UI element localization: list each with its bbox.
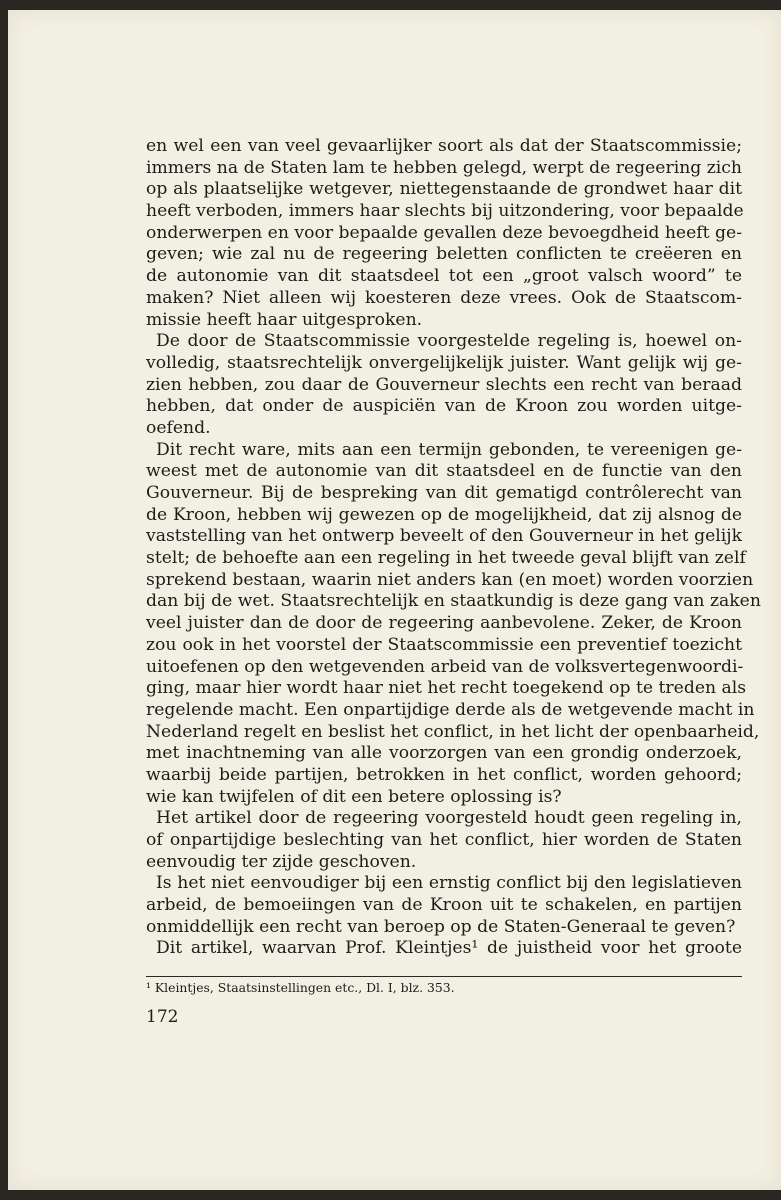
text-line: sprekend bestaan, waarin niet anders kan (en moet) worden voorzien	[146, 569, 754, 590]
text-line: ging, maar hier wordt haar niet het recht toegekend op te treden als	[146, 678, 747, 699]
footnote-divider	[146, 976, 742, 977]
text-line: vaststelling van het ontwerp beveelt of den Gouverneur in het gelijk	[146, 526, 742, 547]
text-line: hebben, dat onder de auspiciën van de Kroon zou worden uitge-	[146, 396, 742, 417]
text-line: en wel een van veel gevaarlijker soort als dat der Staatscommissie;	[146, 136, 742, 156]
paragraph	[146, 808, 742, 873]
text-line: onmiddellijk een recht van beroep op de Staten-Generaal te geven?	[146, 916, 736, 937]
text-line: waarbij beide partijen, betrokken in het conflict, worden gehoord;	[146, 764, 742, 785]
text-line: weest met de autonomie van dit staatsdeel en de functie van den	[146, 461, 742, 482]
body-text	[146, 136, 761, 960]
text-line: op als plaatselijke wetgever, niettegenstaande de grondwet haar dit	[146, 179, 742, 200]
text-line: of onpartijdige beslechting van het conflict, hier worden de Staten	[146, 830, 742, 850]
text-line: geven; wie zal nu de regeering beletten conflicten te creëeren en	[146, 244, 742, 265]
text-line: Het artikel door de regeering voorgesteld houdt geen regeling in,	[156, 808, 742, 829]
page-number: 172	[146, 1007, 179, 1027]
text-line: Gouverneur. Bij de bespreking van dit gematigd contrôlerecht van	[146, 483, 742, 503]
text-line: wie kan twijfelen of dit een betere oplossing is?	[146, 786, 562, 807]
text-line: heeft verboden, immers haar slechts bij uitzondering, voor bepaalde	[146, 201, 744, 222]
text-line: uitoefenen op den wetgevenden arbeid van de volksvertegenwoordi-	[146, 656, 744, 677]
text-line: veel juister dan de door de regeering aanbevolene. Zeker, de Kroon	[146, 613, 742, 634]
footnote: ¹ Kleintjes, Staatsinstellingen etc., Dl. I, blz. 353.	[146, 980, 455, 995]
text-line: stelt; de behoefte aan een regeling in het tweede geval blijft van zelf	[146, 548, 746, 569]
text-line: missie heeft haar uitgesproken.	[146, 309, 423, 330]
paragraph	[146, 938, 742, 960]
text-line: immers na de Staten lam te hebben gelegd, werpt de regeering zich	[146, 157, 742, 178]
book-page	[8, 10, 781, 1190]
paragraph	[146, 439, 761, 809]
text-line: met inachtneming van alle voorzorgen van een grondig onderzoek,	[146, 743, 742, 764]
text-line: oefend.	[146, 417, 211, 438]
text-line: arbeid, de bemoeiingen van de Kroon uit te schakelen, en partijen	[146, 895, 742, 916]
text-line: zien hebben, zou daar de Gouverneur slechts een recht van beraad	[146, 374, 742, 395]
text-line: volledig, staatsrechtelijk onvergelijkelijk juister. Want gelijk wij ge-	[146, 352, 742, 373]
text-line: de autonomie van dit staatsdeel tot een „groot valsch woord” te	[146, 266, 742, 287]
text-line: onderwerpen en voor bepaalde gevallen deze bevoegdheid heeft ge-	[146, 222, 742, 243]
text-line: Nederland regelt en beslist het conflict, in het licht der openbaarheid,	[146, 721, 760, 742]
text-line: Is het niet eenvoudiger bij een ernstig conflict bij den legislatieven	[156, 873, 742, 894]
text-line: de Kroon, hebben wij gewezen op de mogelijkheid, dat zij alsnog de	[146, 504, 742, 525]
paragraph	[146, 331, 742, 439]
text-line: Dit recht ware, mits aan een termijn gebonden, te vereenigen ge-	[156, 439, 742, 460]
paragraph	[146, 873, 742, 938]
text-line: regelende macht. Een onpartijdige derde als de wetgevende macht in	[146, 699, 755, 720]
text-line: dan bij de wet. Staatsrechtelijk en staatkundig is deze gang van zaken	[146, 591, 761, 612]
text-line: Dit artikel, waarvan Prof. Kleintjes¹ de juistheid voor het groote	[156, 938, 742, 959]
text-line: De door de Staatscommissie voorgestelde regeling is, hoewel on-	[156, 331, 742, 352]
text-line: zou ook in het voorstel der Staatscommissie een preventief toezicht	[146, 634, 742, 655]
text-line: maken? Niet alleen wij koesteren deze vrees. Ook de Staatscom-	[146, 287, 742, 308]
paragraph	[146, 136, 742, 331]
text-line: eenvoudig ter zijde geschoven.	[146, 851, 417, 872]
